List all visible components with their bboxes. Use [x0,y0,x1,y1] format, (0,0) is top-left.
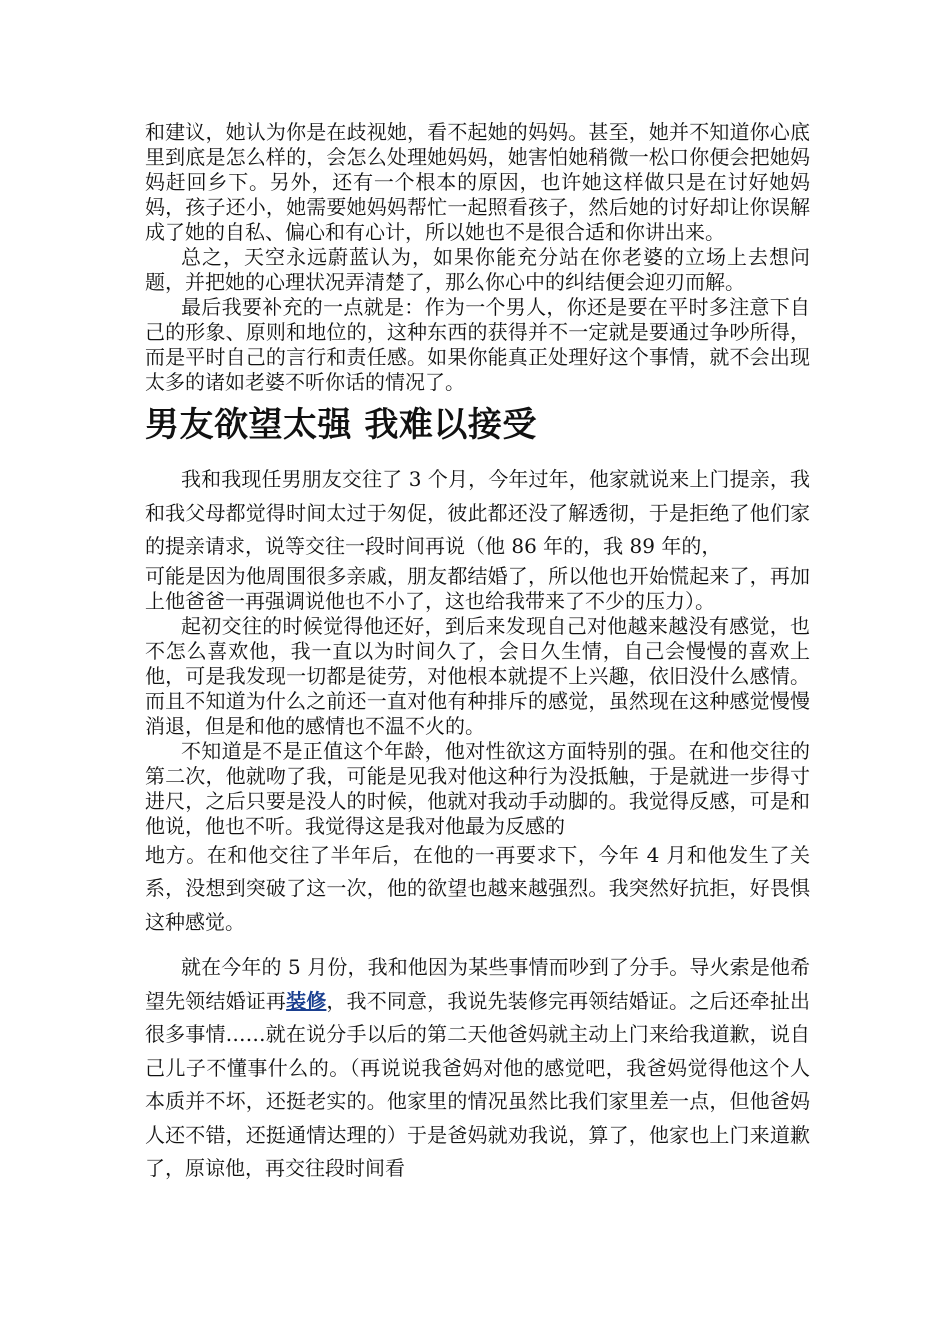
article-paragraph-4-after-link: ，我不同意，我说先装修完再领结婚证。之后还牵扯出很多事情……就在说分手以后的第二天他爸妈就主动上门来给我道歉，说自己儿子不懂事什么的。（再说说我爸妈对他的感觉吧，我爸妈觉得他这个人本质并不坏，还挺老实的。他家里的情况虽然比我们家里差一点，但他爸妈人还不错，还挺通情达理的）于是爸妈就劝我说，算了，他家也上门来道歉了，原谅他，再交往段时间看 [145,988,810,1180]
article-paragraph-4-before-link: 就在今年的 5 月份，我和他因为某些事情而吵到了分手。导火索是他希望先领结婚证再 [145,955,810,1013]
decoration-link[interactable]: 装修 [286,988,327,1013]
article-paragraph-4 [145,951,810,1186]
article-paragraph-3-loose: 地方。在和他交往了半年后，在他的一再要求下，今年 4 月和他发生了关系，没想到突破了这一次，他的欲望也越来越强烈。我突然好抗拒，好畏惧这种感觉。 [145,842,810,934]
article-paragraph-3-tight: 不知道是不是正值这个年龄，他对性欲这方面特别的强。在和他交往的第二次，他就吻了我，可能是见我对他这种行为没抵触，于是就进一步得寸进尺，之后只要是没人的时候，他就对我动手动脚的。我觉得反感，可是和他说，他也不听。我觉得这是我对他最为反感的 [145,738,810,838]
intro-paragraph-1: 和建议，她认为你是在歧视她，看不起她的妈妈。甚至，她并不知道你心底里到底是怎么样的，会怎么处理她妈妈，她害怕她稍微一松口你便会把她妈妈赶回乡下。另外，还有一个根本的原因，也许她这样做只是在讨好她妈妈，孩子还小，她需要她妈妈帮忙一起照看孩子，然后她的讨好却让你误解成了她的自私、偏心和有心计，所以她也不是很合适和你讲出来。 [145,120,810,244]
document-page [145,120,810,1186]
intro-paragraph-2: 总之，天空永远蔚蓝认为，如果你能充分站在你老婆的立场上去想问题，并把她的心理状况弄清楚了，那么你心中的纠结便会迎刃而解。 [145,245,810,294]
article-title: 男友欲望太强 我难以接受 [145,405,537,445]
article-paragraph-2: 起初交往的时候觉得他还好，到后来发现自己对他越来越没有感觉，也不怎么喜欢他，我一直以为时间久了，会日久生情，自己会慢慢的喜欢上他，可是我发现一切都是徒劳，对他根本就提不上兴趣，依旧没什么感情。而且不知道为什么之前还一直对他有种排斥的感觉，虽然现在这种感觉慢慢消退，但是和他的感情也不温不火的。 [145,613,810,738]
article-paragraph-1-tight: 可能是因为他周围很多亲戚，朋友都结婚了，所以他也开始慌起来了，再加上他爸爸一再强调说他也不小了，这也给我带来了不少的压力）。 [145,563,810,613]
intro-paragraph-3: 最后我要补充的一点就是：作为一个男人，你还是要在平时多注意下自己的形象、原则和地位的，这种东西的获得并不一定就是要通过争吵所得，而是平时自己的言行和责任感。如果你能真正处理好这个事情，就不会出现太多的诸如老婆不听你话的情况了。 [145,295,810,394]
article-paragraph-1-loose: 我和我现任男朋友交往了 3 个月，今年过年，他家就说来上门提亲，我和我父母都觉得时间太过于匆促，彼此都还没了解透彻，于是拒绝了他们家的提亲请求，说等交往一段时间再说（他 86 年的，我 89 年的， [145,467,810,558]
